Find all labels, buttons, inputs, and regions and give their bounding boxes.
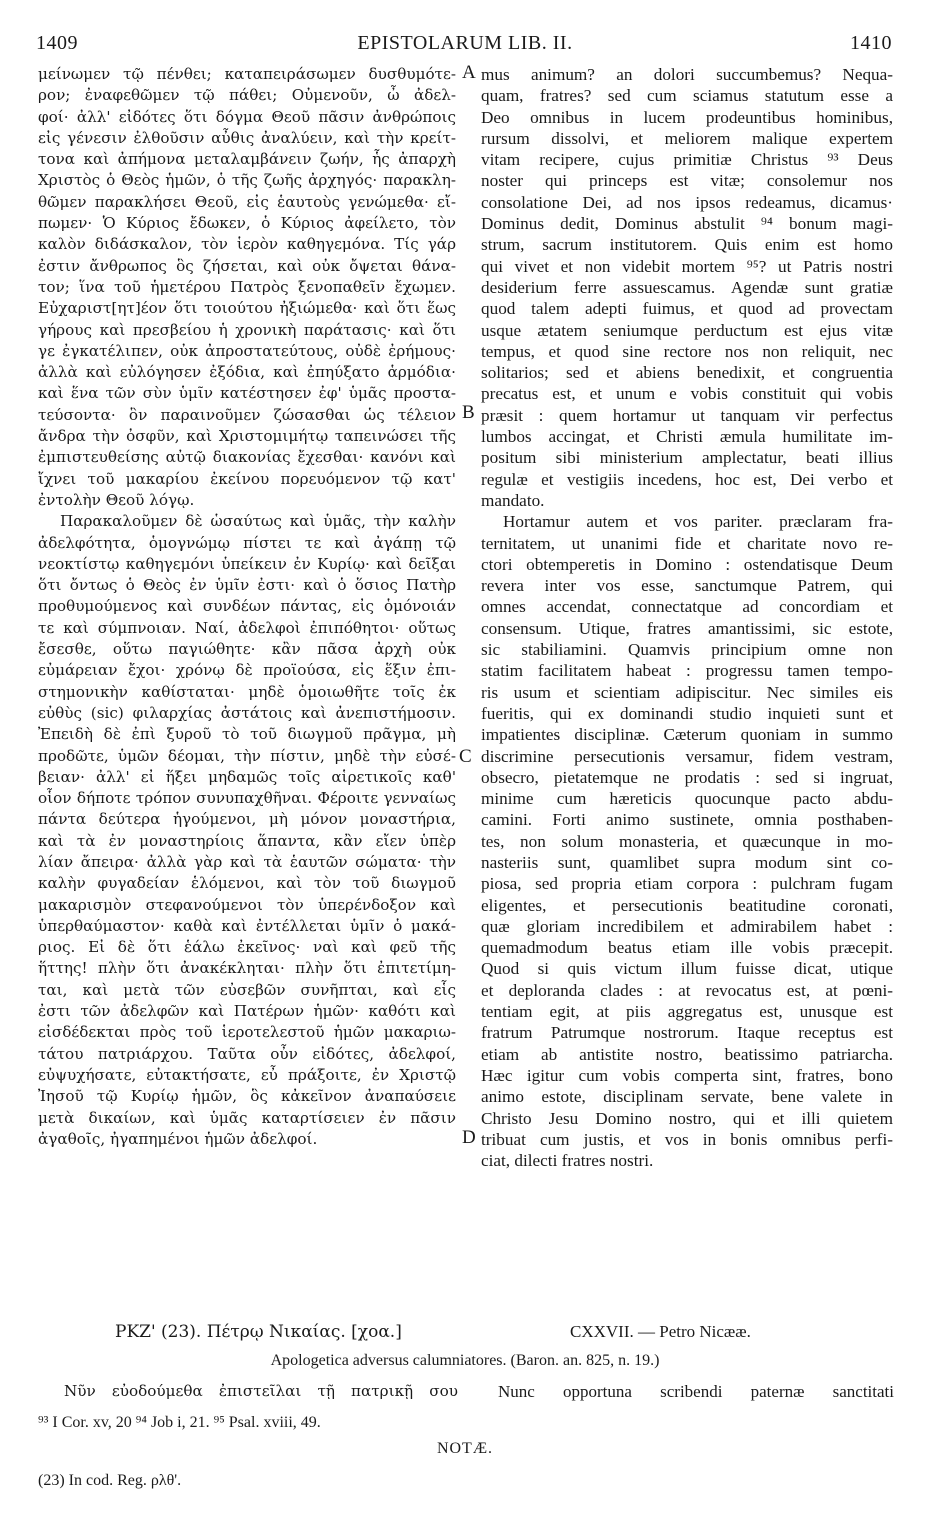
latin-column <box>481 64 893 1171</box>
greek-text-line: ἐστιν ἄνθρωπος ὃς ζήσεται, καὶ οὐκ ὄψεται θάνα- <box>38 256 456 275</box>
greek-text-line: οἷον δήποτε τρόπον συνυπαχθῆναι. Φέροιτε γενναίως <box>38 789 456 808</box>
latin-text-line: ris usum et scientiam adipiscitur. Nec similes eis <box>481 682 893 702</box>
greek-text-line: ται, καὶ μετὰ τῶν εὐσεβῶν συνῆπται, καὶ εἷς <box>38 980 456 999</box>
latin-text-line: consensum. Utique, fratres amantissimi, sic estote, <box>481 618 893 638</box>
greek-text-line: καὶ τὰ ἐν μοναστηρίοις ἅπαντα, κἂν εἴεν ὑπὲρ <box>38 831 456 850</box>
greek-text-line: καλὸν διδάσκαλον, τὸν ἱερὸν καθηγεμόνα. Τίς γάρ <box>38 235 456 254</box>
greek-text-line: ἥττης! πλὴν ὅτι ἀνακέκληται· πλὴν ὅτι ἐπιτετίμη- <box>38 959 456 978</box>
greek-text-line: Ἰησοῦ τῷ Κυρίῳ ἡμῶν, ὃς κἀκεῖνον ἀναπαύσειε <box>38 1087 456 1106</box>
latin-text-line: eligentes, et persecutionis beatitudine coronati, <box>481 895 893 915</box>
latin-text-line: quæ gloriam incredibilem et admirabilem habet : <box>481 916 893 936</box>
greek-text-line: εὐψυχήσατε, εὐτακτήσατε, εὖ πράξοιτε, ἐν Χριστῷ <box>38 1065 456 1084</box>
letter-title-greek: ΡΚΖ' (23). Πέτρῳ Νικαίας. [χοα.] <box>115 1322 402 1342</box>
running-title: EPISTOLARUM LIB. II. <box>357 32 573 54</box>
latin-text-line: positum sibi ministerium amplectatur, beati illius <box>481 448 893 468</box>
latin-text-line: tempus, et quod sine rectore nos non reliquit, nec <box>481 341 893 361</box>
greek-text-line: τεύσοντα· ὃν παραινοῦμεν ζώσασθαι ὡς τέλειον <box>38 405 456 424</box>
greek-text-line: ρον; ἐναφεθῶμεν τῷ πάθει; Οὐμενοῦν, ὦ ἀδελ- <box>38 86 456 105</box>
greek-text-line: ἐμπιστευθείσης αὐτῷ διακονίας ἔχεσθαι· κανόνι καὶ <box>38 448 456 467</box>
column-marker-c: C <box>459 746 472 767</box>
greek-text-line: προθυμούμενος καὶ συνδέων πάντας, εἰς ὁμόνοιάν <box>38 597 456 616</box>
latin-text-line: tribuat cum justis, et vos in bonis omnibus perfi- <box>481 1129 893 1149</box>
greek-text-line: πωμεν· Ὁ Κύριος ἔδωκεν, ὁ Κύριος ἀφείλετο, τὸν <box>38 214 456 233</box>
greek-text-line: εἰσδέδεκται πρὸς τοῦ ἱεροτελεστοῦ ἡμῶν μακαριω- <box>38 1023 456 1042</box>
greek-text-line: καὶ ἕνα τῶν σὺν ὑμῖν κατέστησεν ἐφ' ὑμᾶς προστα- <box>38 384 456 403</box>
latin-text-line: et deploranda clades : at revocatus est, at pœni- <box>481 980 893 1000</box>
greek-text-line: μακαρισμὸν στεφανούμενοι τὸν ὑπερένδοξον καὶ <box>38 895 456 914</box>
greek-text-line: ὅτι ὄντως ὁ Θεὸς ἐν ὑμῖν ἐστι· καὶ ὁ ὅσιος Πατὴρ <box>38 576 456 595</box>
latin-text-line: Christo Jesu Domino nostro, qui et illi quietem <box>481 1108 893 1128</box>
footnote-23: (23) In cod. Reg. ρλθ'. <box>38 1472 182 1489</box>
greek-text-line: ἀδελφότητα, ὁμογνώμῳ πίστει τε καὶ ἀγάπῃ τῷ <box>38 533 456 552</box>
latin-text-line: discrimine persecutionis versamur, fidem vestram, <box>481 746 893 766</box>
latin-text-line: Dominus dedit, Dominus abstulit ⁹⁴ bonum magi- <box>481 214 893 234</box>
latin-text-line: piosa, sed propria etiam corpora : pulchram fugam <box>481 874 893 894</box>
greek-text-line: καλὴν φυγαδείαν ἑλόμενοι, καὶ τὸν τοῦ διωγμοῦ <box>38 874 456 893</box>
greek-text-line: στημονικὴν καθίσταται· μηδὲ ὁμοιωθῆτε τοῖς ἐκ <box>38 682 456 701</box>
greek-text-line: Ἐπειδὴ δὲ ἐπὶ ξυροῦ τὸ τοῦ διωγμοῦ πρᾶγμα, μὴ <box>38 725 456 744</box>
greek-text-line: τον; ἵνα τοῦ ἡμετέρου Πατρὸς ξενοπαθεῖν ἔχωμεν. <box>38 277 456 296</box>
latin-text-line: tentiam egit, at piis aggregatus est, unusque est <box>481 1002 893 1022</box>
greek-text-line: ἐστι τῶν ἀδελφῶν καὶ Πατέρων ἡμῶν· καθότι καὶ <box>38 1002 456 1021</box>
left-page-number: 1409 <box>36 32 78 54</box>
latin-text-line: solitarios; sed et abiens benedixit, et congruentia <box>481 363 893 383</box>
greek-text-line: πάντα δεύτερα ἡγούμενοι, μὴ μόνον μοναστήρια, <box>38 810 456 829</box>
latin-text-line: impatientes disciplinæ. Cæterum quoniam in summo <box>481 725 893 745</box>
greek-text-line: φοί· ἀλλ' εἰδότες ὅτι δόγμα Θεοῦ πᾶσιν ἀνθρώποις <box>38 107 456 126</box>
latin-text-line: qui vivet et non videbit mortem ⁹⁵? ut Patris nostri <box>481 256 893 276</box>
greek-text-line: ἐντολὴν Θεοῦ λόγῳ. <box>38 490 195 509</box>
column-marker-d: D <box>462 1127 476 1148</box>
greek-text-line: τονα καὶ ἀπήμονα μεταλαμβάνειν ζωήν, ἧς ἀπαρχὴ <box>38 150 456 169</box>
latin-text-line: usque ætatem seniumque perductum est ejus vitæ <box>481 320 893 340</box>
latin-text-line: sic stabiliamini. Quamvis principium omne non <box>481 640 893 660</box>
greek-text-line: ἴχνει τοῦ μακαρίου ἐκείνου πορευόμενον τῷ κατ' <box>38 469 456 488</box>
greek-text-line: τάτου πατριάρχου. Ταῦτα οὖν εἰδότες, ἀδελφοί, <box>38 1044 456 1063</box>
latin-text-line: tes, non solum monasteria, et quæcunque in mo- <box>481 831 893 851</box>
greek-text-line: εἰς γένεσιν ἐλθοῦσιν αὖθις ἀναλύειν, καὶ τὴν κρείτ- <box>38 128 456 147</box>
latin-text-line: mandato. <box>481 490 545 510</box>
greek-letter-first-line: Νῦν εὐοδούμεθα ἐπιστεῖλαι τῇ πατρικῇ σου <box>64 1382 458 1400</box>
greek-text-line: θῶμεν παρακλήσει Θεοῦ, εἰς ἑαυτοὺς γενώμεθα· εἴ- <box>38 192 456 211</box>
latin-text-line: Hæc igitur cum vobis comperta sint, fratres, bono <box>481 1065 893 1085</box>
latin-text-line: Deo omnibus in lucem prodeuntibus hominibus, <box>481 107 893 127</box>
greek-text-line: ὑπερθαύμαστον· καθὰ καὶ ἐντέλλεται ὑμῖν ὁ μακά- <box>38 916 456 935</box>
greek-column <box>38 64 456 1150</box>
latin-text-line: quam, fratres? sed cum sciamus statutum esse a <box>481 86 893 106</box>
greek-text-line: Παρακαλοῦμεν δὲ ὡσαύτως καὶ ὑμᾶς, τὴν καλὴν <box>60 512 456 531</box>
greek-text-line: μετὰ δικαίων, καὶ ὑμᾶς καταρτίσειεν ἐν πᾶσιν <box>38 1108 456 1127</box>
latin-text-line: quod talem adepti fuimus, et quod ad provectam <box>481 299 893 319</box>
greek-text-line: ἀλλὰ καὶ εὐλόγησεν ἐξόδια, καὶ ἐπηύξατο ἁρμόδια· <box>38 363 456 382</box>
greek-text-line: τε καὶ σύμπνοιαν. Ναί, ἀδελφοὶ ἐπιπόθητοι· οὕτως <box>38 618 456 637</box>
letter-argument: Apologetica adversus calumniatores. (Baron. an. 825, n. 19.) <box>270 1352 660 1369</box>
latin-letter-first-line: Nunc opportuna scribendi paternæ sanctitati <box>498 1382 894 1401</box>
greek-text-line: ἀγαθοῖς, ἠγαπημένοι ἡμῶν ἀδελφοί. <box>38 1129 318 1148</box>
latin-text-line: vitam recipere, cujus primitiæ Christus ⁹³ Deus <box>481 150 893 170</box>
greek-text-line: νεοκτίστῳ καθηγεμόνι ὑπείκειν ἐν Κυρίῳ· καὶ δεῖξαι <box>38 554 456 573</box>
letter-title-latin: CXXVII. — Petro Nicææ. <box>570 1322 751 1341</box>
latin-text-line: ternitatem, ut unanimi fide et charitate novo re- <box>481 533 893 553</box>
greek-text-line: μείνωμεν τῷ πένθει; καταπειράσωμεν δυσθυμότε- <box>38 65 456 83</box>
greek-text-line: βειαν· ἀλλ' εἰ ἥξει μηδαμῶς τοῖς αἱρετικοῖς καθ' <box>38 767 456 786</box>
latin-text-line: noster qui princeps est vitæ; consolemur nos <box>481 171 893 191</box>
latin-text-line: obsecro, pietatemque ne prodatis : sed si ingruat, <box>481 767 893 787</box>
latin-text-line: animo estote, disciplinam servate, bene valete in <box>481 1087 893 1107</box>
latin-text-line: fueritis, qui ex dominandi studio inquieti sunt et <box>481 703 893 723</box>
latin-text-line: consolatione Dei, ad nos ipsos redeamus, dicamus· <box>481 192 893 212</box>
latin-text-line: fratrum Patrumque nostrorum. Itaque receptus est <box>481 1023 893 1043</box>
latin-text-line: strum, sacrum institutorem. Quis enim est homo <box>481 235 893 255</box>
latin-text-line: precatus est, et unum e vobis constituit qui vobis <box>481 384 893 404</box>
greek-text-line: λίαν ἄπειρα· ἀλλὰ γὰρ καὶ τὰ ἑαυτῶν σώματα· τὴν <box>38 852 456 871</box>
latin-text-line: ciat, dilecti fratres nostri. <box>481 1151 654 1171</box>
column-marker-b: B <box>462 402 475 423</box>
greek-text-line: προδῶτε, ὑμῶν δέομαι, τὴν πίστιν, μηδὲ τὴν εὐσέ- <box>38 746 456 765</box>
latin-text-line: etiam ab antistite nostro, beatissimo patriarcha. <box>481 1044 893 1064</box>
latin-text-line: omnes accendat, connectatque ad concordiam et <box>481 597 893 617</box>
column-marker-a: A <box>462 62 476 83</box>
latin-text-line: revera inter vos esse, sanctumque Patrem, qui <box>481 576 893 596</box>
greek-text-line: γε ἐγκατέλιπεν, οὐκ ἀπροστατεύτους, οὐδὲ ἐρήμους· <box>38 341 456 360</box>
latin-text-line: minime cum hæreticis quocunque pacto abdu- <box>481 789 893 809</box>
latin-text-line: quemadmodum beatus etiam ille vobis præcepit. <box>481 938 893 958</box>
scripture-references: ⁹³ I Cor. xv, 20 ⁹⁴ Job i, 21. ⁹⁵ Psal. xviii, 49. <box>38 1414 321 1431</box>
greek-text-line: ριος. Εἰ δὲ ὅτι ἑάλω ἐκεῖνος· ναὶ καὶ φεῦ τῆς <box>38 938 456 957</box>
greek-text-line: ἔσεσθε, οὕτω παγιώθητε· κἂν πᾶσα ἀρχὴ οὐκ <box>38 640 456 659</box>
greek-text-line: εὐμάρειαν ἔχοι· χρόνῳ δὲ προϊούσα, εἰς ἕξιν ἐπι- <box>38 661 456 680</box>
latin-text-line: statim facilitatem habeat : progressu tamen tempo- <box>481 661 893 681</box>
right-page-number: 1410 <box>850 32 892 54</box>
latin-text-line: desiderium ferre assuescamus. Agendæ sunt gratiæ <box>481 277 893 297</box>
latin-text-line: lumbos accingat, et Christi æmula humilitate im- <box>481 427 893 447</box>
latin-text-line: nasteriis sunt, quamlibet supra modum sint co- <box>481 852 893 872</box>
latin-text-line: Hortamur autem et vos pariter. præclaram fra- <box>503 512 893 532</box>
latin-text-line: præsit : quem hortamur ut tanquam vir perfectus <box>481 405 893 425</box>
greek-text-line: εὐθὺς (sic) φιλαρχίας ἀστάτοις καὶ ἀνεπιστήμοσιν. <box>38 703 456 722</box>
latin-text-line: Quod si quis victum illum fuisse dicat, utique <box>481 959 893 979</box>
latin-text-line: camini. Forti animo sustinete, omnia posthaben- <box>481 810 893 830</box>
greek-text-line: Εὐχαριστ[ητ]έον ὅτι τοιούτου ἠξιώμεθα· καὶ ὅτι ἕως <box>38 299 456 318</box>
latin-text-line: regulæ et vestigiis incedens, hoc est, Dei verbo et <box>481 469 893 489</box>
notae-heading: NOTÆ. <box>436 1440 494 1457</box>
latin-text-line: mus animum? an dolori succumbemus? Nequa- <box>481 65 893 84</box>
latin-text-line: rursum dissolvi, et meliorem malique expertem <box>481 128 893 148</box>
latin-text-line: ctori obtemperetis in Domino : ostendatisque Deum <box>481 554 893 574</box>
greek-text-line: γήρους καὶ πρεσβείου ἡ χρονικὴ παράτασις· καὶ ὅτι <box>38 320 456 339</box>
greek-text-line: Χριστὸς ὁ Θεὸς ἡμῶν, ὁ τῆς ζωῆς ἀρχηγός· παρακλη- <box>38 171 456 190</box>
greek-text-line: ἄνδρα τὴν ὀσφῦν, καὶ Χριστομιμήτῳ ταπεινώσει τῆς <box>38 427 456 446</box>
